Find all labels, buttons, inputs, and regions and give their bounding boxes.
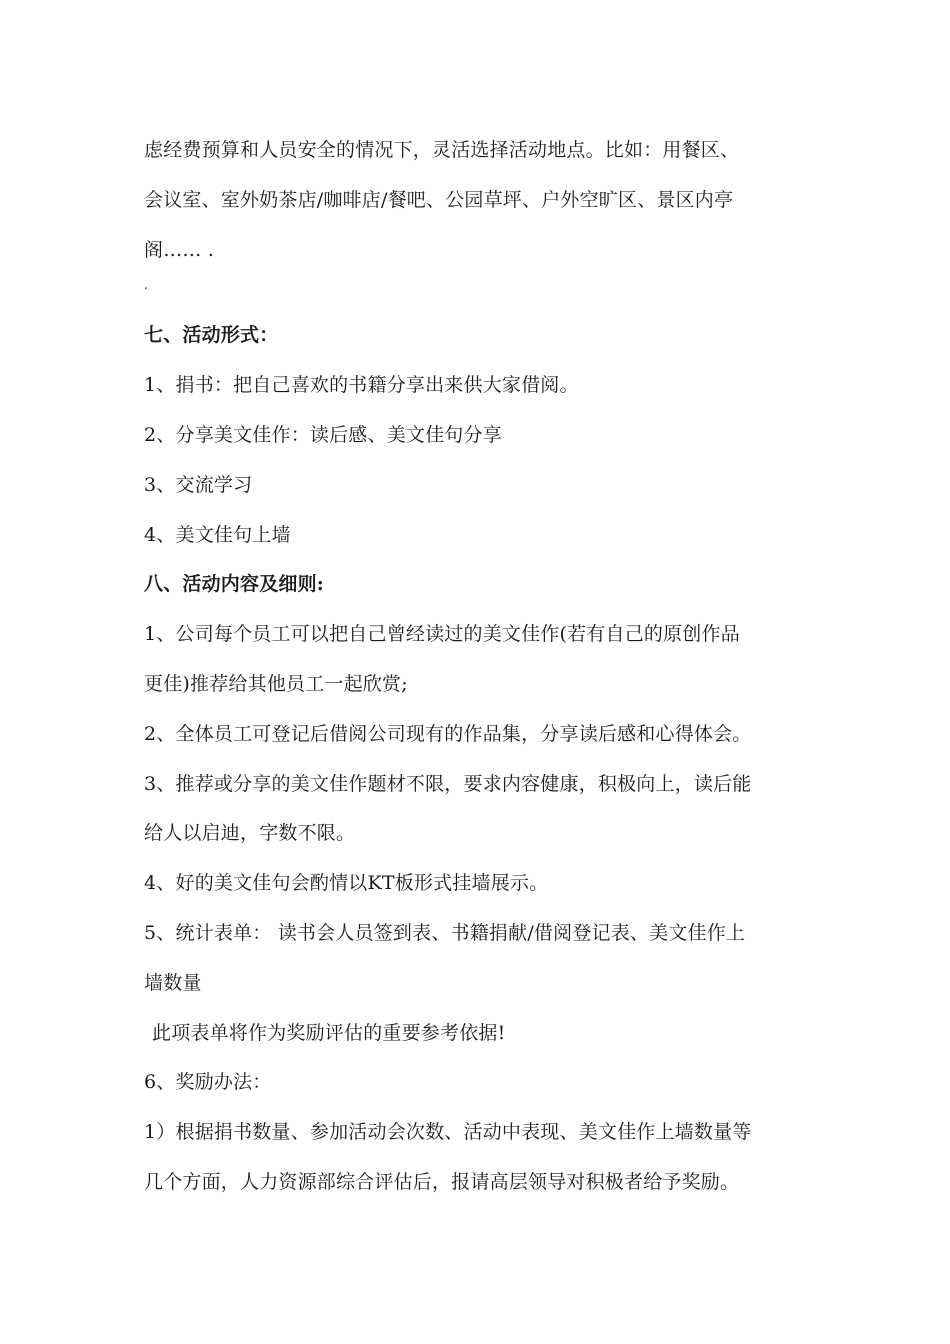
sub-list-item-continuation: 几个方面，人力资源部综合评估后，报请高层领导对积极者给予奖励。 bbox=[144, 1170, 740, 1193]
list-item: 1、捐书：把自己喜欢的书籍分享出来供大家借阅。 bbox=[144, 374, 579, 397]
list-item: 6、奖励办法： bbox=[144, 1071, 272, 1094]
list-item: 3、推荐或分享的美文佳作题材不限，要求内容健康，积极向上，读后能 bbox=[144, 772, 752, 795]
list-item: 4、美文佳句上墙 bbox=[144, 523, 291, 546]
list-item: 4、好的美文佳句会酌情以KT板形式挂墙展示。 bbox=[144, 872, 549, 895]
list-item-continuation: 墙数量 bbox=[144, 971, 202, 994]
sub-list-item: 1）根据捐书数量、参加活动会次数、活动中表现、美文佳作上墙数量等 bbox=[144, 1121, 752, 1144]
note-line: 此项表单将作为奖励评估的重要参考依据! bbox=[152, 1021, 506, 1044]
list-item: 5、统计表单： 读书会人员签到表、书籍捐献/借阅登记表、美文佳作上 bbox=[144, 921, 746, 944]
document-body bbox=[144, 126, 814, 1208]
list-item-continuation: 给人以启迪，字数不限。 bbox=[144, 822, 356, 845]
list-item: 2、分享美文佳作：读后感、美文佳句分享 bbox=[144, 423, 502, 446]
list-item: 2、全体员工可登记后借阅公司现有的作品集，分享读后感和心得体会。 bbox=[144, 722, 752, 745]
paragraph-line: 虑经费预算和人员安全的情况下，灵活选择活动地点。比如：用餐区、 bbox=[144, 139, 740, 161]
list-item-continuation: 更佳)推荐给其他员工一起欣赏; bbox=[144, 672, 408, 695]
section-heading-activity-content: 八、活动内容及细则: bbox=[144, 573, 325, 596]
list-item: 3、交流学习 bbox=[144, 473, 253, 496]
paragraph-line: 会议室、室外奶茶店/咖啡店/餐吧、公园草坪、户外空旷区、景区内亭 bbox=[144, 188, 734, 211]
stray-dot: . bbox=[144, 278, 149, 293]
list-item: 1、公司每个员工可以把自己曾经读过的美文佳作(若有自己的原创作品 bbox=[144, 623, 740, 646]
section-heading-activity-format: 七、活动形式： bbox=[144, 324, 279, 347]
paragraph-line: 阁…… . bbox=[144, 238, 215, 261]
